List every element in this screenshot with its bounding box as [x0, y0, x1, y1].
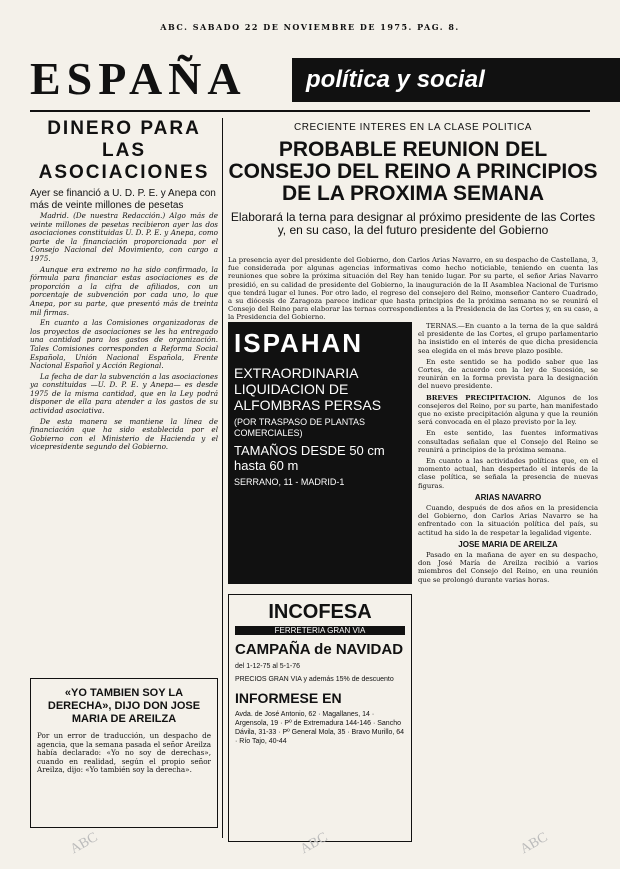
- ad-dates: del 1-12-75 al 5-1-76: [235, 663, 300, 670]
- right-paragraph: En este sentido se ha podido saber que las Cortes, de acuerdo con la ley de Sucesión, se reunirán en la forma prevista para la designación del nuevo presidente.: [418, 357, 598, 391]
- main-headline: PROBABLE REUNION DEL CONSEJO DEL REINO A PRINCIPIOS DE LA PROXIMA SEMANA: [228, 138, 598, 205]
- ad-brand: ISPAHAN: [234, 328, 364, 358]
- ad-campaign: CAMPAÑA de NAVIDAD: [235, 641, 404, 658]
- left-column: [30, 118, 218, 454]
- main-story: [228, 122, 598, 237]
- watermark: ABC: [297, 829, 331, 858]
- ad-addresses: Avda. de José Antonio, 62 · Magallanes, 14 · Argensola, 19 · Pº de Extremadura 144-146 · Sancho Dávila, 31-33 · Pº General Mola, 35 · Bravo Murillo, 64 · Río Tajo, 40-44: [235, 711, 405, 745]
- right-column: [418, 322, 598, 587]
- ad-address: SERRANO, 11 - MADRID-1: [234, 477, 345, 487]
- ad-store: FERRETERIA GRAN VIA: [235, 626, 405, 635]
- left-paragraph: De esta manera se mantiene la línea de financiación que ha sido establecida por el Gobierno con el Ministerio de Hacienda y el vicepresidente segundo del Gobierno.: [30, 416, 218, 452]
- page-header: ABC. SABADO 22 DE NOVIEMBRE DE 1975. PAG. 8.: [160, 22, 460, 32]
- column-divider: [222, 118, 223, 838]
- masthead-rule: [30, 110, 590, 112]
- right-paragraph: Pasado en la mañana de ayer en su despacho, don José María de Areilza recibió a varios miembros del Consejo del Reino, en una reunión que se prolongó durante varias horas.: [418, 551, 598, 584]
- right-paragraph: [418, 394, 598, 427]
- right-p2-head: BREVES PRECIPITACION.: [426, 393, 531, 402]
- section-title: ESPAÑA: [30, 53, 247, 104]
- main-deck: Elaborará la terna para designar al próximo presidente de las Cortes y, en su caso, la del futuro presidente del Gobierno: [230, 210, 596, 237]
- box-text: Por un error de traducción, un despacho de agencia, que la semana pasada el señor Areilza había declarado: «Yo no soy de derechas», cuando en realidad, según el propio señor Areilza, dijo: «Yo también soy la derecha».: [37, 731, 211, 775]
- left-body: [30, 212, 218, 452]
- box-headline: «YO TAMBIEN SOY LA DERECHA», DIJO DON JOSE MARIA DE AREILZA: [47, 687, 201, 725]
- left-headline: DINERO PARA LAS ASOCIACIONES: [38, 118, 210, 183]
- ad-offer: PRECIOS GRAN VIA y además 15% de descuento: [235, 676, 394, 683]
- main-lead: La presencia ayer del presidente del Gobierno, don Carlos Arias Navarro, en su despacho de Castellana, 3, fue considerada por algunas agencias informativas como hecho noticiable, teniendo en cuenta las reuniones que sobre la próxima situación del Rey han tenido lugar. Por su parte, el señor Arias Navarro presidió, en su calidad de presidente del Gobierno, la inauguración de la II Asamblea Nacional de Turismo que tendrá lugar el lunes. Por otro lado, el regreso del consejero del Reino, monseñor Cantero Cuadrado, a su diócesis de Zaragoza parece indicar que hasta principios de la próxima semana no se reunirá el Consejo del Reino para elaborar las ternas correspondientes a la Presidencia de las Cortes y, en su caso, a la Presidencia del Gobierno.: [228, 256, 598, 322]
- watermark: ABC: [67, 829, 101, 858]
- right-paragraph: En cuanto a las actividades políticas que, en el momento actual, han despertado el interés de la clase política, se señala la presencia de nuevas figuras.: [418, 457, 598, 490]
- right-paragraph: En este sentido, las fuentes informativas consultadas señalan que el Consejo del Reino se reunirá a principios de la próxima semana.: [418, 429, 598, 454]
- section-masthead: [30, 52, 590, 106]
- right-p2: Algunos de los consejeros del Reino, por su parte, han manifestado que no existe precipitación alguna y que la reunión será convocada en el plazo previsto por la ley.: [418, 393, 598, 427]
- ad-subline: (POR TRASPASO DE PLANTAS COMERCIALES): [234, 417, 366, 438]
- right-paragraph: TERNAS.—En cuanto a la terna de la que saldrá el presidente de las Cortes, el grupo parlamentario ha insistido en el interés de que dicha presidencia sea elegida en el más breve plazo posible.: [418, 322, 598, 355]
- right-paragraph: Cuando, después de dos años en la presidencia del Gobierno, don Carlos Arias Navarro se ha enfrentado con la situación política del país, su actitud ha sido la de respetar la legalidad vigente.: [418, 504, 598, 537]
- ispahan-ad: [228, 322, 412, 584]
- ad-price: TAMAÑOS DESDE 50 cm hasta 60 m: [234, 443, 385, 473]
- section-banner: política y social: [292, 58, 620, 102]
- ad-headline: EXTRAORDINARIA LIQUIDACION DE ALFOMBRAS PERSAS: [234, 365, 382, 413]
- areilza-box: [30, 678, 218, 828]
- ad-info: INFORMESE EN: [235, 690, 342, 706]
- main-kicker: CRECIENTE INTERES EN LA CLASE POLITICA: [294, 122, 532, 133]
- right-subhead: ARIAS NAVARRO: [474, 492, 542, 502]
- right-subhead: JOSE MARIA DE AREILZA: [458, 539, 558, 549]
- left-paragraph: Madrid. (De nuestra Redacción.) Algo más de veinte millones de pesetas recibieron ayer las dos asociaciones constituidas U. D. P. E. y Anepa, como parte de la financiación proporcionada por el Consejo Nacional del Movimiento, con cargo a 1975.: [30, 211, 218, 263]
- incofesa-ad: [228, 594, 412, 842]
- ad-brand: INCOFESA: [268, 601, 372, 623]
- left-subhead: Ayer se financió a U. D. P. E. y Anepa con más de veinte millones de pesetas: [30, 188, 216, 211]
- left-paragraph: La fecha de dar la subvención a las asociaciones ya constituidas —U. D. P. E. y Anepa— es desde 1975 de la misma cantidad, que en la Ley podrá disponer de ella para atender a los gastos de su actividad asociativa.: [30, 371, 218, 416]
- left-paragraph: Aunque era extremo no ha sido confirmado, la fórmula para financiar estas asociaciones es de proporción a la cifra de afiliados, con un porcentaje de subvención por cada uno, lo que Anepa, por su parte, que presentó más de treinta mil firmas.: [30, 264, 218, 317]
- watermark: ABC: [517, 829, 551, 858]
- left-paragraph: En cuanto a las Comisiones organizadoras de los proyectos de asociaciones se les ha entregado una cantidad para los gastos de organización. Tales Comisiones corresponden a Reforma Social Española, Unión Nacional Española, Frente Nacional Español y Acción Regional.: [30, 318, 218, 371]
